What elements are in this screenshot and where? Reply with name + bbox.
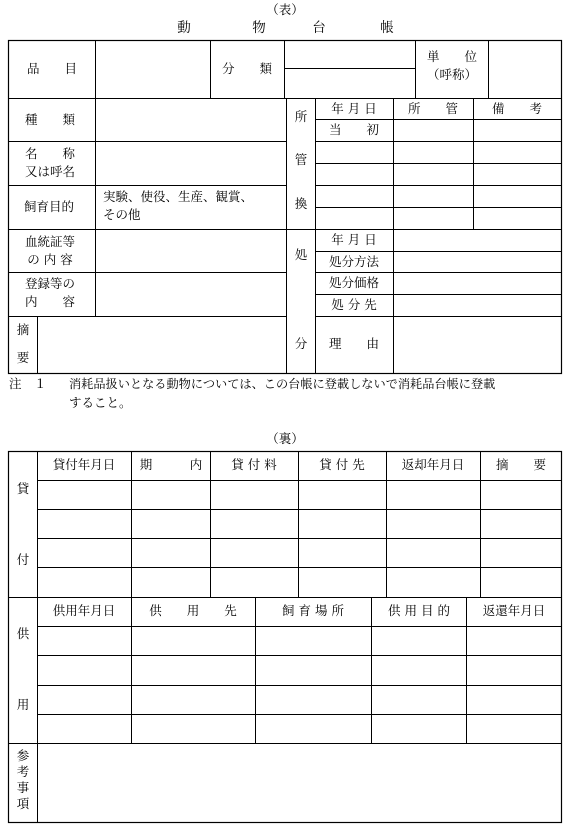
lending-header-summary: 摘 要 <box>495 457 547 472</box>
lending-header-fee: 貸 付 料 <box>231 457 277 472</box>
purpose-value-line2: その他 <box>103 207 141 222</box>
pedigree-label: 血統証等 <box>24 234 76 249</box>
summary-label-1: 摘 <box>16 322 30 337</box>
purpose-label: 飼育目的 <box>23 199 75 214</box>
remarks-label-3: 事 <box>16 780 30 795</box>
supply-header-destination: 供 用 先 <box>149 603 237 618</box>
name-label: 名 称 <box>24 146 76 161</box>
lending-header-return-date: 返却年月日 <box>401 457 465 472</box>
unit-label-sub: （呼称） <box>426 67 478 82</box>
front-table-grid <box>0 0 585 380</box>
remarks-label-1: 参 <box>16 748 30 763</box>
note-text: 消耗品扱いとなる動物については、この台帳に登載しないで消耗品台帳に登載 <box>69 377 496 391</box>
custody-label-3: 換 <box>294 196 308 211</box>
supply-header-purpose: 供 用 目 的 <box>388 603 450 618</box>
supply-label-1: 供 <box>16 626 30 641</box>
disposal-row-method: 処分方法 <box>328 254 380 269</box>
remarks-label-4: 項 <box>16 796 30 811</box>
supply-label-2: 用 <box>16 697 30 712</box>
supply-header-date: 供用年月日 <box>52 603 116 618</box>
disposal-row-recipient: 処 分 先 <box>331 297 377 312</box>
lending-header-recipient: 貸 付 先 <box>319 457 365 472</box>
remarks-label-2: 考 <box>16 764 30 779</box>
custody-label-2: 管 <box>294 152 308 167</box>
custody-initial: 当 初 <box>328 122 380 137</box>
summary-label-2: 要 <box>16 350 30 365</box>
kind-label: 種 類 <box>24 112 76 127</box>
note-prefix: 注 １ <box>9 376 47 391</box>
lending-label-1: 貸 <box>16 481 30 496</box>
disposal-label-2: 分 <box>294 336 308 351</box>
custody-header-office: 所 管 <box>407 101 459 116</box>
purpose-value: 実験、使役、生産、観賞、 <box>103 189 254 204</box>
disposal-row-date: 年 月 日 <box>331 232 377 247</box>
lending-header-period: 期 内 <box>139 457 203 472</box>
front-heading: （表） <box>266 2 304 17</box>
custody-header-remarks: 備 考 <box>491 101 543 116</box>
registration-label-sub: 内 容 <box>24 294 76 309</box>
item-label: 品 目 <box>26 61 78 76</box>
title-char-3: 台 <box>312 20 326 36</box>
custody-label-1: 所 <box>294 109 308 124</box>
name-label-sub: 又は呼名 <box>24 164 76 179</box>
classification-label: 分 類 <box>221 61 273 76</box>
unit-label: 単 位 <box>426 49 478 64</box>
title-char-4: 帳 <box>380 20 394 36</box>
lending-header-date: 貸付年月日 <box>52 457 116 472</box>
title-char-1: 動 <box>177 20 191 36</box>
back-heading: （裏） <box>266 431 304 446</box>
disposal-row-price: 処分価格 <box>328 275 380 290</box>
title-char-2: 物 <box>252 20 266 36</box>
disposal-row-reason: 理 由 <box>328 336 380 351</box>
lending-label-2: 付 <box>16 552 30 567</box>
supply-header-return-date: 返還年月日 <box>482 603 546 618</box>
note-text-line2: すること。 <box>69 395 132 410</box>
pedigree-label-sub: の 内 容 <box>27 252 73 267</box>
supply-header-location: 飼 育 場 所 <box>282 603 344 618</box>
custody-header-date: 年 月 日 <box>331 101 377 116</box>
registration-label: 登録等の <box>24 276 76 291</box>
disposal-label-1: 処 <box>294 247 308 262</box>
